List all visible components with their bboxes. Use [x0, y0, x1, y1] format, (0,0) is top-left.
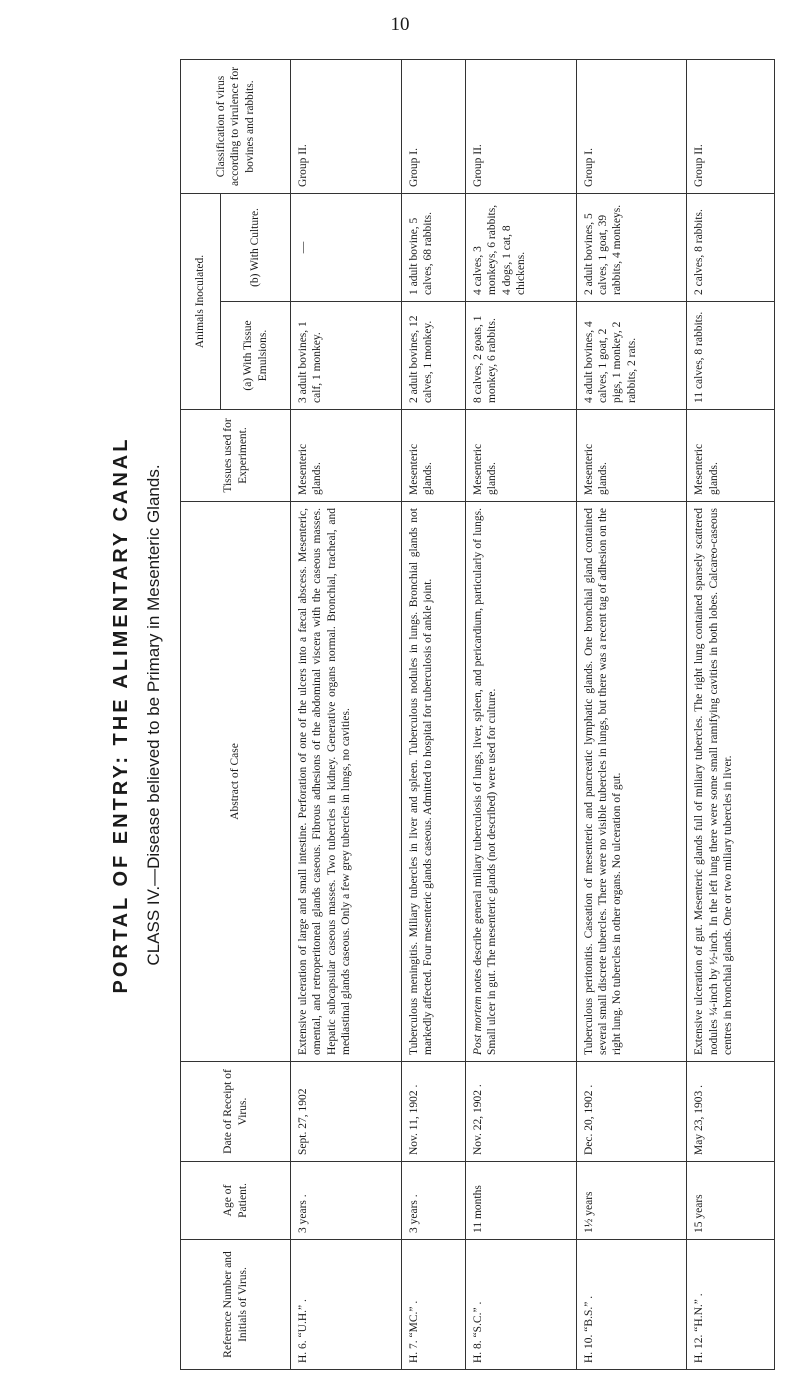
header-culture: (b) With Culture. — [221, 193, 291, 301]
header-tissue-emulsions: (a) With Tissue Emulsions. — [221, 302, 291, 410]
cell-tissue-emulsions: 2 adult bovines, 12 calves, 1 monkey. — [401, 302, 465, 410]
cell-date: Dec. 20, 1902 . — [576, 1062, 687, 1162]
cell-reference: H. 7. “MC.” . — [401, 1240, 465, 1370]
cell-age: 11 months — [465, 1162, 576, 1240]
cell-tissues: Mesenteric glands. — [687, 410, 775, 502]
cell-reference: H. 8. “S.C.” . — [465, 1240, 576, 1370]
header-row — [181, 59, 221, 1369]
table-row — [401, 59, 465, 1369]
table-row — [576, 59, 687, 1369]
cell-culture: 2 calves, 8 rabbits. — [687, 193, 775, 301]
cell-tissues: Mesenteric glands. — [576, 410, 687, 502]
cell-age: 1½ years — [576, 1162, 687, 1240]
rotated-table-page — [110, 50, 780, 1380]
class-subtitle: CLASS IV.—Disease believed to be Primary in Mesenteric Glands. — [144, 464, 163, 966]
cell-tissues: Mesenteric glands. — [465, 410, 576, 502]
cell-date: Nov. 22, 1902 . — [465, 1062, 576, 1162]
cell-age: 3 years . — [291, 1162, 402, 1240]
cell-age: 3 years . — [401, 1162, 465, 1240]
cell-reference: H. 10. “B.S.” . — [576, 1240, 687, 1370]
header-date: Date of Receipt of Virus. — [181, 1062, 291, 1162]
cell-tissue-emulsions: 11 calves, 8 rabbits. — [687, 302, 775, 410]
cell-abstract: Extensive ulceration of gut. Mesenteric glands full of miliary tubercles. The right lung contained sparsely scattered nodules ¼-inch by ½-inch. In the left lung there were some small ramifying cavities in both lobes. Calcareo-caseous centres in bronchial glands. One or two miliary tubercles in liver. — [687, 502, 775, 1062]
cell-tissue-emulsions: 3 adult bovines, 1 calf, 1 monkey. — [291, 302, 402, 410]
cell-date: May 23, 1903 . — [687, 1062, 775, 1162]
virus-table — [180, 59, 775, 1370]
post-mortem-italic: Post mortem — [471, 996, 484, 1055]
table-row — [687, 59, 775, 1369]
cell-classification: Group II. — [687, 59, 775, 193]
header-animals: Animals Inoculated. — [181, 193, 221, 409]
header-reference: Reference Number and Initials of Virus. — [181, 1240, 291, 1370]
cell-tissue-emulsions: 4 adult bovines, 4 calves, 1 goat, 2 pigs, 1 monkey, 2 rabbits, 2 rats. — [576, 302, 687, 410]
cell-classification: Group I. — [401, 59, 465, 193]
cell-culture: 1 adult bovine, 5 calves, 68 rabbits. — [401, 193, 465, 301]
cell-culture: 2 adult bovines, 5 calves, 1 goat, 39 rabbits, 4 monkeys. — [576, 193, 687, 301]
cell-tissues: Mesenteric glands. — [401, 410, 465, 502]
table-row — [291, 59, 402, 1369]
cell-classification: Group II. — [291, 59, 402, 193]
cell-date: Sept. 27, 1902 — [291, 1062, 402, 1162]
header-age: Age of Patient. — [181, 1162, 291, 1240]
header-classification: Classification of virus according to virulence for bovines and rabbits. — [181, 59, 291, 193]
cell-classification: Group I. — [576, 59, 687, 193]
cell-reference: H. 12. “H.N.” . — [687, 1240, 775, 1370]
cell-date: Nov. 11, 1902 . — [401, 1062, 465, 1162]
cell-abstract — [465, 502, 576, 1062]
cell-culture: 4 calves, 3 monkeys, 6 rabbits, 4 dogs, 1 cat, 8 chickens. — [465, 193, 576, 301]
cell-reference: H. 6. “U.H.” . — [291, 1240, 402, 1370]
cell-tissues: Mesenteric glands. — [291, 410, 402, 502]
page-title: PORTAL OF ENTRY: THE ALIMENTARY CANAL — [110, 436, 132, 994]
cell-tissue-emulsions: 8 calves, 2 goats, 1 monkey, 6 rabbits. — [465, 302, 576, 410]
cell-abstract: Tuberculous peritonitis. Caseation of mesenteric and pancreatic lymphatic glands. One bronchial gland contained several small discrete tubercles. There were no visible tubercles in lungs, but there was a recent tag of adhesion on the right lung. No tubercles in other organs. No ulceration of gut. — [576, 502, 687, 1062]
cell-culture: — — [291, 193, 402, 301]
cell-abstract: Extensive ulceration of large and small intestine. Perforation of one of the ulcers into a fæcal abscess. Mesenteric, omental, and retroperitoneal glands caseous. Fibrous adhesions of the abdominal viscera with the caseous masses. Hepatic subcapsular caseous masses. Two tubercles in kidney. Generative organs normal. Bronchial, tracheal, and mediastinal glands caseous. Only a few grey tubercles in lungs, no cavities. — [291, 502, 402, 1062]
table-row — [465, 59, 576, 1369]
cell-abstract: Tuberculous meningitis. Miliary tubercles in liver and spleen. Tuberculous nodules in lungs. Bronchial glands not markedly affected. Four mesenteric glands caseous. Admitted to hospital for tuberculosis of ankle joint. — [401, 502, 465, 1062]
cell-classification: Group II. — [465, 59, 576, 193]
page-number: 10 — [390, 14, 410, 35]
cell-age: 15 years — [687, 1162, 775, 1240]
cell-abstract-text: notes describe general miliary tuberculosis of lungs, liver, spleen, and pericardium, particularly of lungs. Small ulcer in gut. The mesenteric glands (not described) were used for culture. — [471, 508, 499, 1055]
header-tissues: Tissues used for Experiment. — [181, 410, 291, 502]
header-abstract: Abstract of Case — [181, 502, 291, 1062]
